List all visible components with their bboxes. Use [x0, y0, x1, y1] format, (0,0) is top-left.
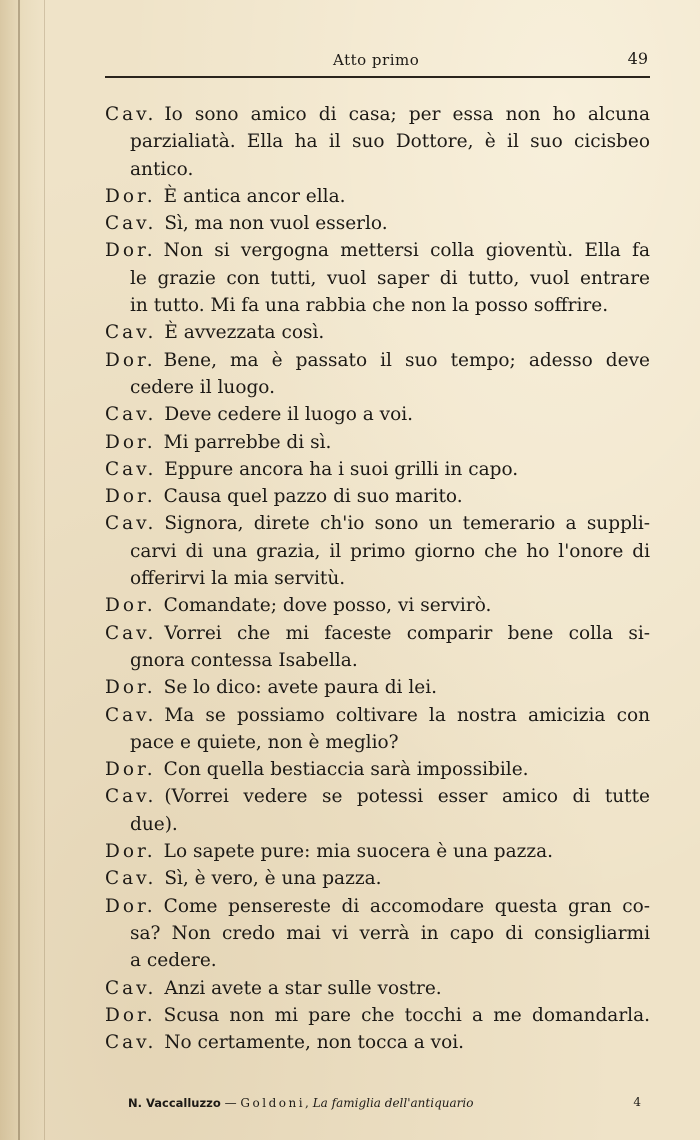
speaker-label: Dor.	[105, 431, 156, 453]
footer-book-title: La famiglia dell'antiquario	[312, 1096, 474, 1110]
line-text: a cedere.	[130, 950, 217, 972]
footer-separator: —	[220, 1096, 241, 1110]
speaker-label: Dor.	[105, 841, 156, 863]
speaker-label: Cav.	[105, 513, 157, 535]
speaker-label: Dor.	[105, 1004, 156, 1026]
line-text: Sì, ma non vuol esserlo.	[164, 213, 388, 235]
dialogue-line-speaker	[105, 237, 650, 264]
dialogue-line-speaker	[105, 1029, 650, 1056]
dialogue-line-speaker	[105, 865, 650, 892]
speaker-label: Dor.	[105, 349, 156, 371]
speaker-label: Dor.	[105, 759, 156, 781]
dialogue-line-speaker	[105, 1002, 650, 1029]
line-text: Mi parrebbe di sì.	[163, 431, 332, 453]
speaker-label: Cav.	[105, 977, 157, 999]
line-text: Eppure ancora ha i suoi grilli in capo.	[164, 458, 519, 480]
dialogue-line-continuation	[105, 647, 650, 674]
speaker-label: Cav.	[105, 1032, 157, 1054]
line-text: Deve cedere il luogo a voi.	[164, 404, 414, 426]
line-text: le grazie con tutti, vuol saper di tutto, vuol entrare	[130, 267, 650, 289]
dialogue-line-speaker	[105, 319, 650, 346]
dialogue-line-speaker	[105, 702, 650, 729]
page-header	[105, 48, 650, 72]
line-text: sa? Non credo mai vi verrà in capo di consigliarmi	[130, 922, 650, 944]
dialogue-line-speaker	[105, 756, 650, 783]
dialogue-line-speaker	[105, 838, 650, 865]
dialogue-line-continuation	[105, 729, 650, 756]
page-gutter-edge	[18, 0, 20, 1140]
footer-comma: ,	[305, 1096, 313, 1110]
line-text: Io sono amico di casa; per essa non ho alcuna	[164, 104, 650, 125]
header-rule	[105, 76, 650, 78]
line-text: Vorrei che mi faceste comparir bene colla si-	[164, 622, 650, 644]
line-text: due).	[130, 813, 178, 835]
speaker-label: Cav.	[105, 786, 157, 808]
line-text: antico.	[130, 158, 194, 180]
dialogue-line-continuation	[105, 920, 650, 947]
dialogue-line-continuation	[105, 565, 650, 592]
line-text: Bene, ma è passato il suo tempo; adesso deve	[163, 349, 650, 371]
dialogue-line-speaker	[105, 620, 650, 647]
dialogue-line-speaker	[105, 510, 650, 537]
speaker-label: Cav.	[105, 458, 157, 480]
page-number: 49	[627, 49, 648, 68]
line-text: Signora, direte ch'io sono un temerario a suppli-	[164, 513, 650, 535]
dialogue-line-speaker	[105, 456, 650, 483]
speaker-label: Cav.	[105, 322, 157, 344]
line-text: Anzi avete a star sulle vostre.	[164, 977, 442, 999]
dialogue-line-speaker	[105, 674, 650, 701]
line-text: È avvezzata così.	[164, 322, 325, 344]
running-title: Atto primo	[333, 51, 420, 69]
line-text: in tutto. Mi fa una rabbia che non la posso soffrire.	[130, 295, 609, 317]
speaker-label: Dor.	[105, 486, 156, 508]
line-text: Lo sapete pure: mia suocera è una pazza.	[163, 841, 554, 863]
dialogue-line-continuation	[105, 156, 650, 183]
dialogue-line-continuation	[105, 538, 650, 565]
dialogue-line-speaker	[105, 975, 650, 1002]
page-footer	[128, 1096, 653, 1118]
speaker-label: Dor.	[105, 240, 156, 262]
line-text: Se lo dico: avete paura di lei.	[163, 677, 438, 699]
line-text: Come pensereste di accomodare questa gran co-	[163, 895, 650, 917]
line-text: Causa quel pazzo di suo marito.	[163, 486, 463, 508]
dialogue-line-speaker	[105, 183, 650, 210]
dialogue-line-speaker	[105, 429, 650, 456]
line-text: pace e quiete, non è meglio?	[130, 731, 399, 753]
dialogue-line-speaker	[105, 401, 650, 428]
dialogue-line-continuation	[105, 292, 650, 319]
line-text: offerirvi la mia servitù.	[130, 568, 346, 590]
speaker-label: Cav.	[105, 213, 157, 235]
speaker-label: Dor.	[105, 895, 156, 917]
dialogue-line-continuation	[105, 128, 650, 155]
dialogue-line-continuation	[105, 265, 650, 292]
speaker-label: Cav.	[105, 868, 157, 890]
line-text: Con quella bestiaccia sarà impossibile.	[163, 759, 529, 781]
line-text: Scusa non mi pare che tocchi a me domandarla.	[163, 1004, 650, 1026]
dialogue-text	[105, 101, 650, 1056]
footer-author: N. Vaccalluzzo	[128, 1096, 221, 1110]
footer-subject: Goldoni	[240, 1096, 306, 1110]
dialogue-line-continuation	[105, 811, 650, 838]
speaker-label: Cav.	[105, 704, 157, 726]
dialogue-line-speaker	[105, 893, 650, 920]
line-text: Sì, è vero, è una pazza.	[164, 868, 382, 890]
line-text: parzialiatà. Ella ha il suo Dottore, è il suo cicisbeo	[130, 131, 650, 153]
line-text: Non si vergogna mettersi colla gioventù. Ella fa	[163, 240, 650, 262]
dialogue-line-speaker	[105, 483, 650, 510]
speaker-label: Dor.	[105, 185, 156, 207]
footer-signature-mark: 4	[633, 1095, 641, 1109]
line-text: Comandate; dove posso, vi servirò.	[163, 595, 492, 617]
line-text: gnora contessa Isabella.	[130, 649, 358, 671]
speaker-label: Cav.	[105, 404, 157, 426]
line-text: cedere il luogo.	[130, 376, 275, 398]
dialogue-line-speaker	[105, 347, 650, 374]
speaker-label: Cav.	[105, 104, 157, 125]
dialogue-line-speaker	[105, 592, 650, 619]
page-binding-shadow	[44, 0, 45, 1140]
dialogue-line-continuation	[105, 947, 650, 974]
speaker-label: Dor.	[105, 595, 156, 617]
dialogue-line-speaker	[105, 783, 650, 810]
line-text: carvi di una grazia, il primo giorno che ho l'onore di	[130, 540, 650, 562]
speaker-label: Dor.	[105, 677, 156, 699]
line-text: È antica ancor ella.	[163, 185, 346, 207]
speaker-label: Cav.	[105, 622, 157, 644]
line-text: No certamente, non tocca a voi.	[164, 1032, 465, 1054]
dialogue-line-continuation	[105, 374, 650, 401]
line-text: (Vorrei vedere se potessi esser amico di tutte	[164, 786, 650, 808]
dialogue-line-speaker	[105, 210, 650, 237]
dialogue-line-speaker	[105, 101, 650, 128]
line-text: Ma se possiamo coltivare la nostra amicizia con	[164, 704, 650, 726]
